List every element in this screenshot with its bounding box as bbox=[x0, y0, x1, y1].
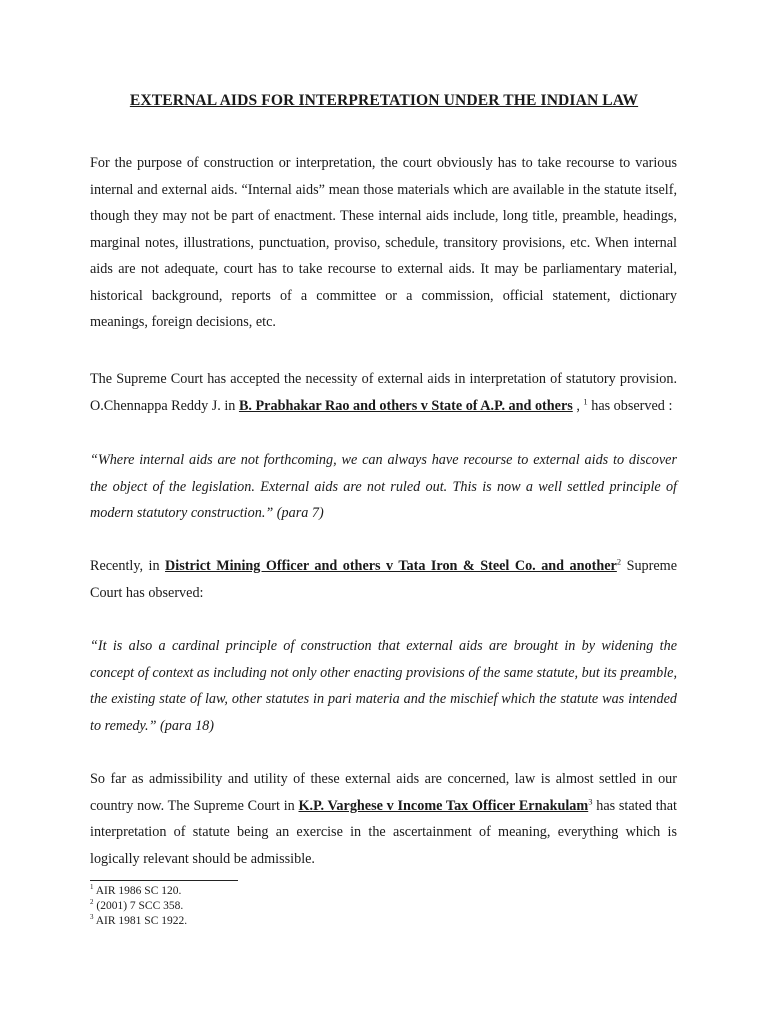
quote-prabhakar-rao: “Where internal aids are not forthcoming, we can always have recourse to external aids to discover the object of the legislation. External aids are not ruled out. This is now a well settled principle of modern statutory construction.” (para 7) bbox=[90, 452, 677, 521]
paragraph-text: has stated that interpretation of statute being an exercise in the ascertainment of meaning, everything which is logically relevant should be admissible. bbox=[90, 797, 678, 867]
footnote-ref: 2 bbox=[616, 556, 622, 567]
footnotes bbox=[90, 884, 187, 929]
paragraph-text: has observed : bbox=[587, 397, 673, 414]
paragraph-admissibility bbox=[90, 766, 677, 872]
paragraph-recently bbox=[90, 553, 677, 606]
case-citation-district-mining: District Mining Officer and others v Tata Iron & Steel Co. and another bbox=[165, 558, 617, 574]
footnote-ref: 1 bbox=[583, 395, 588, 406]
paragraph-intro: For the purpose of construction or interpretation, the court obviously has to take recourse to various internal and external aids. “Internal aids” mean those materials which are available in the statute itself, though they may not be part of enactment. These internal aids include, long title, preamble, headings, marginal notes, illustrations, punctuation, proviso, schedule, transitory provisions, etc. When internal aids are not adequate, court has to take recourse to external aids. It may be parliamentary material, historical background, reports of a committee or a commission, official statement, dictionary meanings, foreign decisions, etc. bbox=[90, 155, 677, 330]
footnote-text: AIR 1981 SC 1922. bbox=[93, 915, 188, 927]
page-title: EXTERNAL AIDS FOR INTERPRETATION UNDER THE INDIAN LAW bbox=[129, 92, 639, 109]
paragraph-text: So far as admissibility and utility of these external aids are concerned, law is almost settled in our country now. The Supreme Court in bbox=[90, 771, 677, 814]
quote-district-mining: “It is also a cardinal principle of construction that external aids are brought in by widening the concept of context as including not only other enacting provisions of the same statute, but its preamble, the existing state of law, other statutes in pari materia and the mischief which the statute was intended to remedy.” (para 18) bbox=[90, 638, 677, 734]
footnote-text: AIR 1986 SC 120. bbox=[93, 885, 182, 897]
footnote-divider bbox=[90, 880, 238, 881]
paragraph-text: , bbox=[572, 397, 580, 414]
footnote-number: 1 bbox=[90, 883, 94, 892]
paragraph-text: The Supreme Court has accepted the necessity of external aids in interpretation of statutory provision. O.Chennappa Reddy J. in bbox=[90, 371, 677, 414]
footnote-item bbox=[90, 914, 187, 929]
footnote-number: 2 bbox=[90, 898, 94, 907]
case-citation-prabhakar-rao: B. Prabhakar Rao and others v State of A.P. and others bbox=[238, 397, 573, 414]
footnote-ref: 3 bbox=[588, 795, 593, 806]
footnote-item bbox=[90, 899, 187, 914]
footnote-text: (2001) 7 SCC 358. bbox=[93, 900, 184, 912]
footnote-number: 3 bbox=[90, 913, 94, 922]
paragraph-text: Recently, in bbox=[90, 558, 166, 574]
footnote-item bbox=[90, 884, 187, 899]
case-citation-kp-varghese: K.P. Varghese v Income Tax Officer Ernakulam bbox=[298, 797, 589, 814]
paragraph-text: Supreme Court has observed: bbox=[90, 558, 678, 601]
paragraph-supreme-court bbox=[90, 366, 677, 419]
